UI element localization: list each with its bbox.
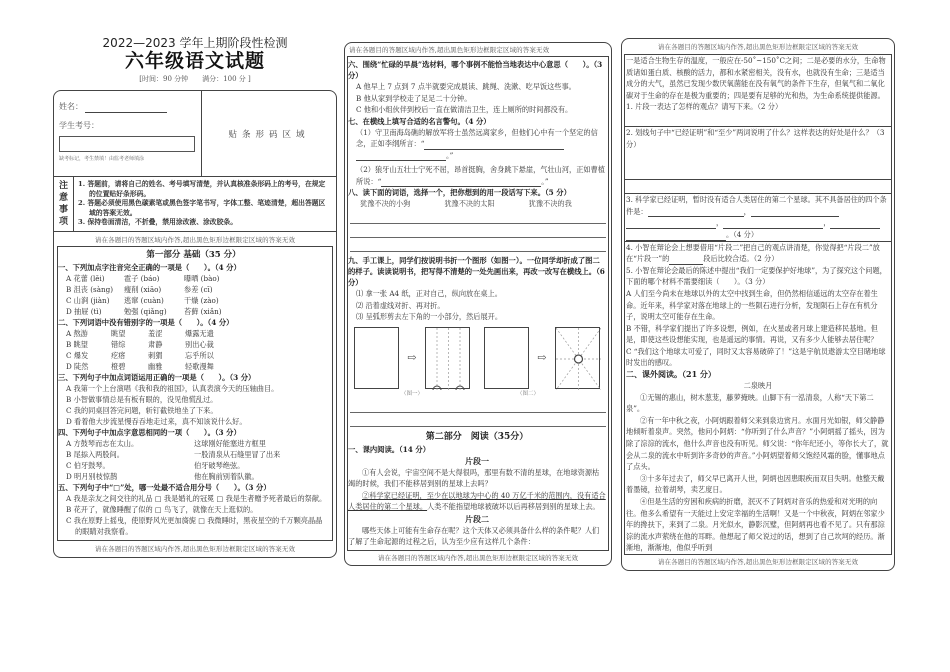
q5-option-c[interactable]: C 我在原野上摇曳，使原野风光更加旖旎 □ 我微睡时，黑夜星空的千万颗亮晶晶的眼睛对我察看。 — [66, 516, 323, 536]
figure-2-blank-paper — [484, 327, 529, 389]
student-id-label: 学生考号： — [59, 121, 99, 130]
q2-option-a[interactable] — [58, 328, 329, 339]
option-text: D 抽屉 (tì) — [66, 307, 102, 316]
q5-option-c[interactable]: C “我们这个地球太可爱了，同时又太容易破碎了！”这是宇航员遨游太空目睹地球时发出的感叹。 — [626, 346, 886, 368]
reading-q3: 3. 科学家已经证明，暂时没有适合人类居住的第二个星球。其不具备居住的四个条件是： ， ， ， 。（4 分） — [626, 195, 887, 239]
option-text: B 沮丧 (sàng) — [66, 285, 114, 294]
notice-item: 1. 答题前，请将自己的姓名、考号填写清楚，并认真核准条形码上的考号，在规定的位置贴好条形码。 — [78, 180, 326, 198]
story-paragraph-1: ①无锡的惠山，树木葱茏，藤萝掩映。山脚下有一泓清泉，人称“天下第二泉”。 — [626, 392, 874, 414]
figure-2-folded-result — [555, 327, 600, 389]
notice-item: 3. 保持卷面清洁，不折叠，禁用涂改液、涂改胶条。 — [78, 218, 237, 227]
q3-option-d[interactable]: D 看着他大步流星慢吞吞地走过来，真不知该说什么好。 — [66, 417, 247, 426]
clip-2-continuation: 一是适合生物生存的温度，一般应在-50˚~150˚C之间；二是必要的水分，生命物质诸如蛋白质、核酸的活力，都和水紧密相关，没有水，也就没有生命；三是适当成分的大气，虽然已发现少数厌氧菌能在没有氧气的条件下生存，但氧气和二氧化碳对于生命的存在是极为重要的；四是要有足够的光和热，为生命系统提供能源。 — [626, 56, 886, 100]
student-info-box — [53, 90, 337, 232]
barcode-area: 贴条形码区域 — [228, 129, 310, 140]
option-text: 羞涩 — [148, 329, 163, 338]
q8-word: 犹豫不决的太阳 — [444, 199, 495, 208]
option-text: C 伯牙鼓琴。 — [66, 461, 110, 470]
option-text: D 陡然 — [66, 362, 89, 371]
exam-meta: [时间：90 分钟 满分：100 分 ] — [139, 75, 251, 83]
q8-answer-line[interactable] — [350, 224, 606, 238]
q4-option-b[interactable] — [58, 449, 329, 460]
reading-questions-area — [624, 54, 892, 555]
q3-blank-4[interactable] — [723, 221, 823, 229]
option-text: 轻歌漫舞 — [185, 362, 214, 371]
q2-option-c[interactable] — [58, 350, 329, 361]
option-text: 刺猬 — [148, 351, 163, 360]
questions-6-9-area — [347, 56, 609, 551]
question-5-stem: 五、下列句子中“□”处，哪一处最不适合用分号（ ）。（3 分） — [58, 483, 271, 492]
reading-q5: 5. 小智在辩论会最后的陈述中提出“我们一定要保护好地球”，为了探究这个问题，下面的哪个材料不需要细读（ ）。（3 分） — [626, 265, 887, 287]
option-text: 逃窜 (cuàn) — [124, 296, 164, 305]
q6-option-b[interactable]: B 他从家到学校走了足足二十分钟。 — [356, 93, 472, 103]
q7-item-2: （2）狼牙山五壮士宁死不屈，昂首挺胸，舍身跳下悬崖，气壮山河，正如曹植所说：“ 。” — [356, 165, 605, 186]
question-8-stem: 八、读下面的词语，选择一个，把你想到的用一段话写下来。（5 分） — [348, 188, 571, 197]
notice-section — [54, 177, 336, 231]
story-paragraph-4: ④但是生活的穷困和疾病的折磨，泯灭不了阿炳对音乐的热爱和对光明的向往。他多么希望有一天能过上安定幸福的生活啊！又是一个中秋夜，阿炳在邻家少年的搀扶下，来到了二泉。月光似水，静影沉璧，但阿炳再也看不见了。只有那淙淙的流水声萦绕在他的耳畔。他想起了师父说过的话，想到了自己坎坷的经历。渐渐地，渐渐地，他似乎听到 — [626, 497, 885, 553]
option-text: 爆露无遗 — [185, 329, 214, 338]
notice-head-char: 意 — [58, 193, 68, 203]
notice-item: 2. 答题必须使用黑色碳素笔或黑色签字笔书写，字体工整、笔迹清楚，超出答题区域的答案无效。 — [78, 199, 326, 217]
figure-1-folded-result — [425, 327, 470, 389]
exam-year-line: 2022—2023 学年上期阶段性检测 — [102, 36, 288, 50]
option-text: D 明月别枝惊鹊 — [66, 472, 118, 481]
part1-area — [57, 246, 333, 541]
option-text: 眺望 — [111, 329, 126, 338]
option-text: A 方鼓琴而志在太山。 — [66, 439, 139, 448]
column-1 — [53, 36, 337, 558]
option-text: 干燥 (zào) — [184, 296, 219, 305]
q3-option-c[interactable]: C 我的同桌回答完问题，斩钉截铁地坐了下来。 — [66, 406, 218, 415]
question-6-stem: 六、围绕“忙碌的早晨”选材料，哪个事例不能恰当地表达中心意思（ ）。（3 分） — [348, 60, 603, 80]
q9-answer-line[interactable] — [350, 397, 606, 413]
option-text: C 爆发 — [66, 351, 89, 360]
q9-step-2: ⑵ 沿着虚线对折、再对折。 — [356, 300, 445, 310]
option-text: 雹子 (báo) — [124, 274, 160, 283]
figure-caption: （图二） — [516, 390, 539, 397]
exam-title: 六年级语文试题 — [124, 50, 265, 72]
underlined-sentence: ②科学家已经证明，至少在以地球为中心的 40 万亿千米的范围内，没有适合人类居住的第二个星球。 — [348, 490, 606, 511]
story-title: 二泉映月 — [743, 381, 773, 391]
option-text: A 花蕾 (lěi) — [66, 274, 105, 283]
reading-q3-text: 3. 科学家已经证明，暂时没有适合人类居住的第二个星球。其不具备居住的四个条件是： — [626, 195, 887, 216]
answer-area-note: 请在各题目的答题区域内作答,超出黑色矩形边框限定区域的答案无效 — [94, 236, 296, 244]
answer-panel-2 — [344, 42, 612, 566]
q4-option-a[interactable] — [58, 438, 329, 449]
reading-1-stem: 一、课内阅读。（14 分） — [348, 444, 431, 454]
notice-head-char: 项 — [58, 217, 68, 227]
reading-2-stem: 二、课外阅读。（21 分） — [626, 369, 716, 380]
q5-option-b[interactable]: B 不错，科学家们提出了许多设想，例如，在火星或者月球上建造移民基地。但是，即使这些设想能实现，也是遥远的事情。再说，又有多少人能够去居住呢？ — [626, 323, 878, 345]
figure-caption: （图一） — [400, 390, 423, 397]
option-text: 苔藓 (xiǎn) — [184, 307, 222, 316]
option-text: 勉强 (qiǎng) — [124, 307, 167, 316]
question-9-stem: 九、手工课上，同学们按说明书折一个图形（如图一）。一位同学却折成了图二的样子。读读说明书，把写得不清楚的一处先画出来，再改一改写在横线上。（6 分） — [348, 256, 605, 287]
option-text: 橙碧 — [111, 362, 126, 371]
question-1-stem: 一、下列加点字注音完全正确的一项是（ ）。（4 分） — [58, 263, 241, 272]
absent-note: 缺考标记，考生禁填！由监考老师填涂 — [59, 156, 145, 162]
notice-head-char: 事 — [58, 205, 68, 215]
right-arrow-icon: ⇨ — [407, 351, 417, 364]
option-text: 瘦削 (xiāo) — [124, 285, 162, 294]
option-text: 曝晒 (bào) — [184, 274, 220, 283]
reading-q4-text: 4. 小智在辩论会上想要借用“片段二”把自己的观点讲清楚，你觉得把“片段二”放在“片段一”的 — [626, 242, 880, 264]
q2-option-d[interactable] — [58, 361, 329, 372]
q9-figures — [348, 323, 606, 389]
q3-option-b[interactable]: B 小智做事情总是有板有眼的，没见他慌乱过。 — [66, 395, 218, 404]
option-text: A 熬游 — [66, 329, 88, 338]
story-paragraph-3: ③十多年过去了，师父早已离开人世，阿炳也因患眼疾而双目失明。他整天戴着墨镜，拉着胡琴，卖艺度日。 — [626, 473, 885, 495]
q1-option-c[interactable] — [58, 295, 329, 306]
q9-answer-line[interactable] — [350, 413, 606, 427]
option-text: 一股清泉从石缝里冒了出来 — [194, 450, 281, 459]
option-text: 别出心裁 — [185, 340, 214, 349]
reading-q4 — [625, 242, 891, 265]
q1-option-a[interactable] — [58, 273, 329, 284]
clip-1-paragraph-2 — [348, 490, 606, 513]
clip-1-title: 片段一 — [465, 455, 489, 466]
question-7-stem: 七、在横线上填写合适的名言警句。（4 分） — [348, 116, 491, 126]
reading-q4-text-b: 段后比较合适。（2 分） — [703, 254, 779, 264]
reading-q2-answer-area[interactable] — [625, 150, 891, 180]
option-text: C 山涧 (jiàn) — [66, 296, 110, 305]
q6-option-a[interactable]: A 他早上 7 点到 7 点半就要完成晨读、跳绳、洗漱、吃早饭这些事。 — [356, 82, 576, 91]
q8-word: 犹豫不决的我 — [528, 199, 572, 208]
option-text: 肃静 — [148, 340, 163, 349]
q6-option-c[interactable]: C 他和小组伙伴到校后一直在做清洁卫生，连上厕所的时间都没有。 — [356, 105, 573, 114]
notice-heading — [54, 177, 74, 231]
student-id-box[interactable] — [59, 136, 195, 152]
figure-1-blank-paper — [354, 327, 399, 389]
option-text: 他在胸前别着队徽。 — [194, 472, 259, 481]
clip-2-paragraph-1: 哪些天体上可能有生命存在呢？这个天体又必须具备什么样的条件呢？人们了解了生命起源的过程之后，认为至少应有这样几个条件： — [348, 525, 600, 546]
answer-panel-3 — [621, 38, 895, 571]
clip-1-paragraph-2-rest: 人类不能指望地球被破坏以后再移居到别的星球上去。 — [427, 502, 600, 511]
q5-option-a[interactable]: A 人们至今尚未在地球以外的太空中找到生命，但仍然相信遥远的太空存在着生命。近年来，科学家对落在地球上的一些陨石进行分析，发现陨石上存在有机分子，说明太空可能存在生命。 — [626, 288, 878, 322]
q8-word-choices — [348, 198, 606, 210]
q1-option-b[interactable] — [58, 284, 329, 295]
right-arrow-icon: ⇨ — [537, 351, 547, 364]
q9-step-3: ⑶ 呈弧形剪去左下角的一小部分，然后展开。 — [356, 312, 503, 321]
name-field[interactable] — [59, 101, 197, 113]
q9-figure-captions — [348, 389, 606, 397]
answer-area-note: 请在各题目的答题区域内作答,超出黑色矩形边框限定区域的答案无效 — [349, 46, 550, 54]
q8-answer-line[interactable] — [350, 210, 606, 224]
reading-q1-answer-area[interactable] — [625, 113, 891, 127]
q3-blank-2[interactable] — [751, 209, 839, 217]
q7-item-text: （1）守卫南海岛礁的解放军将士虽然远离家乡，但他们心中有一个坚定的信念，正如李纲所言：“ — [356, 127, 598, 148]
name-label: 姓名： — [59, 102, 83, 111]
clip-2-title: 片段二 — [465, 513, 489, 524]
q4-blank[interactable] — [669, 257, 703, 265]
q4-option-c[interactable] — [58, 460, 329, 471]
answer-area-note: 请在各题目的答题区域内作答,超出黑色矩形边框限定区域的答案无效 — [377, 553, 579, 562]
answer-area-note: 请在各题目的答题区域内作答,超出黑色矩形边框限定区域的答案无效 — [657, 43, 859, 51]
answer-area-note: 请在各题目的答题区域内作答,超出黑色矩形边框限定区域的答案无效 — [94, 545, 296, 553]
q3-blank-4b[interactable] — [830, 221, 880, 229]
clip-1-paragraph-1: ①有人会说，宇宙空间不是大得很吗，那里有数不清的星球，在地球资源枯竭的时候，我们不能移居到别的星球上去吗？ — [348, 467, 600, 488]
notice-head-char: 注 — [58, 181, 68, 191]
reading-q2-answer-line[interactable] — [625, 180, 891, 194]
q7-item-1: （1）守卫南海岛礁的解放军将士虽然远离家乡，但他们心中有一个坚定的信念，正如李纲所言：“ 。” — [356, 127, 598, 160]
q5-option-b[interactable]: B 花开了，就像睡醒了似的 □ 鸟飞了，就像在天上逛似的。 — [66, 505, 258, 514]
q1-option-d[interactable] — [58, 306, 329, 317]
option-text: 忘乎所以 — [185, 351, 214, 360]
part1-title: 第一部分 基础（35 分） — [146, 250, 241, 260]
option-text: 参差 (cī) — [184, 285, 213, 294]
q3-blank-5[interactable] — [626, 233, 726, 241]
q3-score: 。（4 分） — [726, 229, 759, 239]
q3-blank-3[interactable] — [626, 221, 716, 229]
question-2-stem: 二、下列词语中没有错别字的一项是（ ）。（4 分） — [58, 318, 234, 327]
q7-answer-blank-2[interactable] — [381, 179, 541, 187]
q2-option-b[interactable] — [58, 339, 329, 350]
q8-word: 犹豫不决的小狗 — [360, 199, 411, 208]
q5-option-a[interactable]: A 我是亲友之间交往的礼品 □ 我是婚礼的冠冕 □ 我是生者赠予死者最后的祭献。 — [66, 494, 327, 503]
q7-answer-blank-1[interactable] — [424, 142, 564, 150]
name-input-line[interactable] — [85, 104, 167, 113]
option-text: B 尾掭入两股间。 — [66, 450, 124, 459]
question-3-stem: 三、下列句子中加点词语运用正确的一项是（ ）。（3 分） — [58, 373, 256, 382]
option-text: 这球刚好能塞进方框里 — [194, 439, 266, 448]
question-4-stem: 四、下列句子中加点字意思相同的一项（ ）。（3 分） — [58, 428, 241, 437]
reading-q2: 2. 划线句子中“已经证明”和“至少”两词说明了什么？这样表达的好处是什么？（3 分） — [626, 127, 885, 149]
part2-title: 第二部分 阅读（35分） — [425, 431, 529, 442]
q3-blank-1[interactable] — [648, 209, 744, 217]
option-text: B 眺望 — [66, 340, 88, 349]
answer-area-note: 请在各题目的答题区域内作答,超出黑色矩形边框限定区域的答案无效 — [657, 557, 859, 566]
q3-option-a[interactable]: A 我第一个上台演唱《我和我的祖国》，认真表演今天的压轴曲目。 — [66, 384, 279, 393]
q8-answer-line[interactable] — [350, 238, 606, 252]
story-paragraph-2: ②有一年中秋之夜，小阿炳跟着师父来到泉边赏月。水面月光如银，师父静静地倾听着泉声。突然，他问小阿炳：“你听到了什么声音？”小阿炳摇了摇头，因为除了淙淙的流水，他什么声音也没有听见。师父说：“你年纪还小，等你长大了，就会从二泉的流水中听到许多奇妙的声音。”小阿炳望着师父饱经风霜的脸，懂事地点了点头。 — [626, 415, 889, 472]
answer-panel-1 — [53, 232, 337, 558]
q9-step-1: ⑴ 拿一张 A4 纸，正对自己，纵向放在桌上。 — [356, 289, 502, 298]
option-text: 伯牙破琴绝弦。 — [194, 461, 245, 470]
option-text: 幽雅 — [148, 362, 163, 371]
option-text: 疙瘩 — [111, 351, 126, 360]
q4-option-d[interactable] — [58, 471, 329, 482]
option-text: 错综 — [111, 340, 126, 349]
q7-item-text: （2）狼牙山五壮士宁死不屈，昂首挺胸，舍身跳下悬崖，气壮山河，正如曹植所说：“ — [356, 165, 605, 186]
reading-q1: 1. 片段一表达了怎样的观点？请写下来。（2 分） — [626, 102, 783, 112]
q7-answer-blank-1b[interactable] — [356, 153, 446, 161]
